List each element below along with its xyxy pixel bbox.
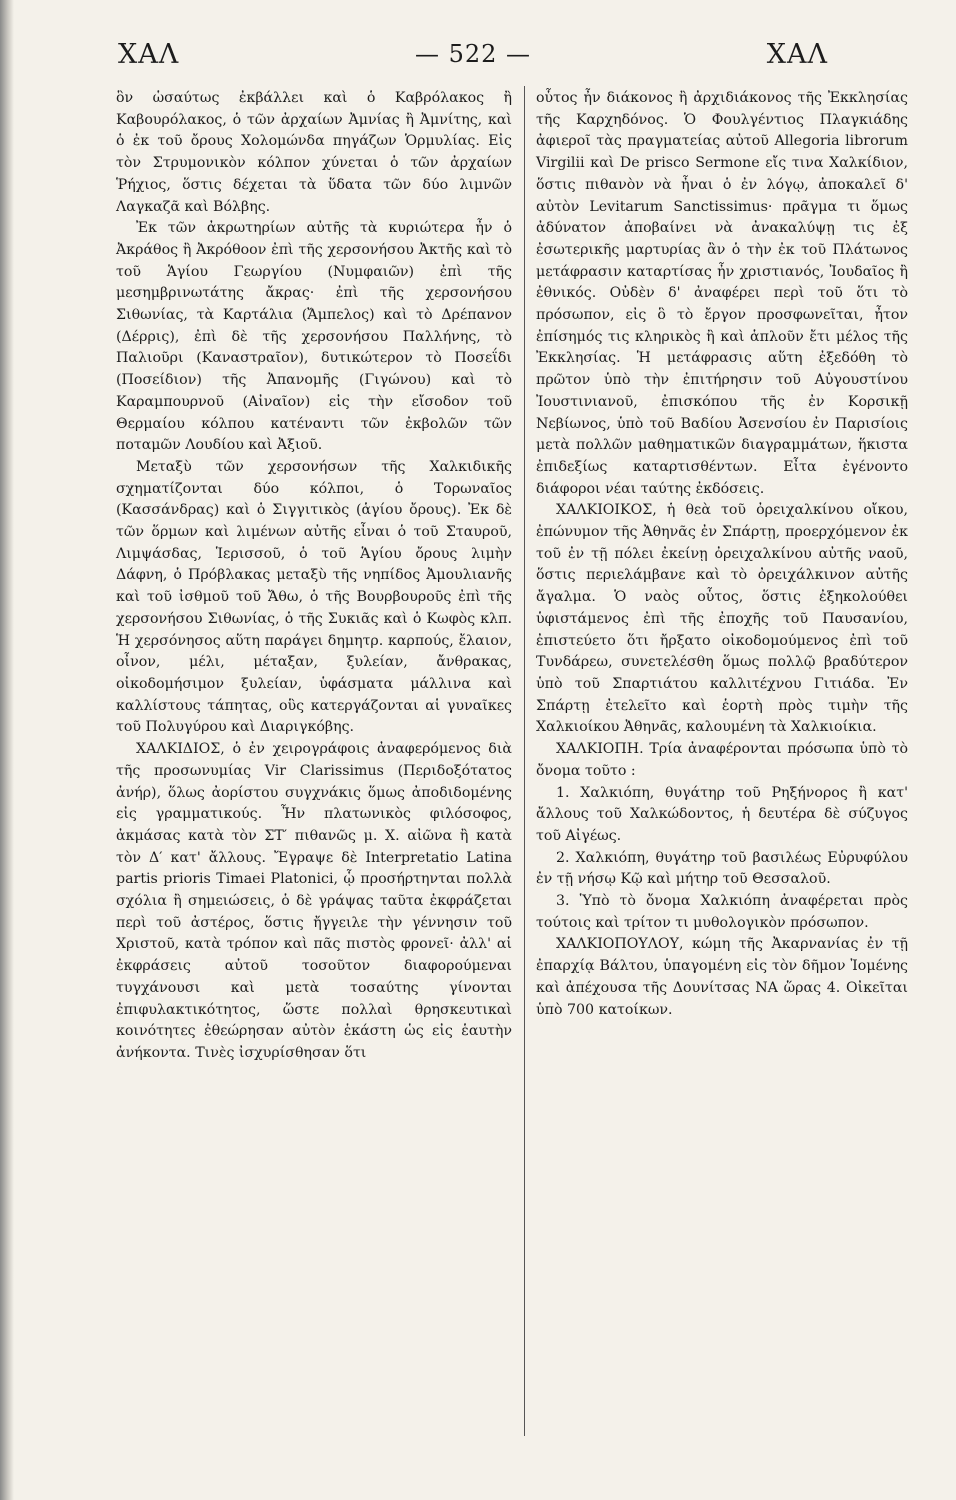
left-column — [116, 88, 512, 1065]
entry-chalkidios: ΧΑΛΚΙΔΙΟΣ, ὁ ἐν χειρογράφοις ἀναφερόμενος διὰ τῆς προσωνυμίας Vir Clarissimus (Περιδοξότατος ἀνήρ), ὅλως ἀορίστου συγχνάκις ὅμως ἀποδιδομένης εἰς γραμματικούς. Ἦν πλατωνικὸς φιλόσοφος, ἀκμάσας κατὰ τὸν ΣΤ′ πιθανῶς μ. Χ. αἰῶνα ἢ κατὰ τὸν Δ′ κατ' ἄλλους. Ἔγραψε δὲ Interpretatio Latina partis prioris Timaei Platonici, ᾧ προσήρτηνται πολλὰ σχόλια ἢ σημειώσεις, ὁ δὲ γράψας ταῦτα ἐκφράζεται περὶ τοῦ ἀστέρος, ὅστις ἤγγειλε τὴν γέννησιν τοῦ Χριστοῦ, κατὰ τρόπον καὶ πᾶς πιστὸς φρονεῖ· ἀλλ' αἱ ἐκφράσεις αὐτοῦ τοσοῦτον διαφορούμεναι τυγχάνουσι καὶ μετὰ τοσαύτης γίνονται ἐπιφυλακτικότητος, ὥστε πολλαὶ θρησκευτικαὶ κοινότητες ἐθεώρησαν αὐτὸν ἑκάστη ὡς εἰς ἑαυτὴν ἀνήκοντα. Τινὲς ἰσχυρίσθησαν ὅτι — [116, 741, 512, 1061]
entry-chalkioikos: ΧΑΛΚΙΟΙΚΟΣ, ἡ θεὰ τοῦ ὀρειχαλκίνου οἴκου, ἐπώνυμον τῆς Ἀθηνᾶς ἐν Σπάρτῃ, προερχόμενον ἐκ τοῦ ἐν τῇ πόλει ἐκείνῃ ὀρειχαλκίνου αὐτῆς ναοῦ, ὅστις περιελάμβανε καὶ τὸ ὀρειχάλκινον αὐτῆς ἄγαλμα. Ὁ ναὸς οὗτος, ὅστις ἐξηκολούθει ὑφιστάμενος ἐπὶ τῆς ἐποχῆς τοῦ Παυσανίου, ἐπιστεύετο ὅτι ἤρξατο οἰκοδομούμενος ἐπὶ τοῦ Τυνδάρεω, συνετελέσθη ὅμως πολλῷ βραδύτερον ὑπὸ τοῦ Σπαρτιάτου καλλιτέχνου Γιτιάδα. Ἐν Σπάρτῃ ἐτελεῖτο καὶ ἑορτὴ πρὸς τιμὴν τῆς Χαλκιοίκου Ἀθηνᾶς, καλουμένη τὰ Χαλκιοίκια. — [536, 502, 908, 736]
list-item: 3. Ὑπὸ τὸ ὄνομα Χαλκιόπη ἀναφέρεται πρὸς τούτοις καὶ τρίτον τι μυθολογικὸν πρόσωπον. — [536, 893, 908, 931]
paragraph: Μεταξὺ τῶν χερσονήσων τῆς Χαλκιδικῆς σχηματίζονται δύο κόλποι, ὁ Τορωναῖος (Κασσάνδρας) καὶ ὁ Σιγγιτικὸς (ἁγίου ὄρους). Ἐκ δὲ τῶν ὅρμων καὶ λιμένων αὐτῆς εἶναι ὁ τοῦ Σταυροῦ, Λιμψάσδας, Ἱερισσοῦ, ὁ τοῦ Ἁγίου ὄρους λιμὴν Δάφνη, ὁ Πρόβλακας μεταξὺ τῆς νηπίδος Ἀμουλιανῆς καὶ τοῦ ἰσθμοῦ τοῦ Ἄθω, ὁ τῆς Βουρβουροῦς ἐπὶ τῆς χερσονήσου Σιθωνίας, ὁ τῆς Συκιᾶς καὶ ὁ Κωφὸς κλπ. Ἡ χερσόνησος αὕτη παράγει δημητρ. καρπούς, ἔλαιον, οἶνον, μέλι, μέταξαν, ξυλείαν, ἄνθρακας, οἰκοδομήσιμον ξυλείαν, ὑφάσματα μάλλινα καὶ καλλίστους τάπητας, οὓς κατεργάζονται αἱ γυναῖκες τοῦ Πολυγύρου καὶ Διαριγκόβης. — [116, 458, 512, 736]
paragraph: Ἐκ τῶν ἀκρωτηρίων αὐτῆς τὰ κυριώτερα ἦν ὁ Ἀκράθος ἢ Ἀκρόθοον ἐπὶ τῆς χερσονήσου Ἀκτῆς καὶ τὸ τοῦ Ἁγίου Γεωργίου (Νυμφαιῶν) ἐπὶ τῆς μεσημβρινωτάτης ἄκρας· ἐπὶ τῆς χερσονήσου Σιθωνίας, τὰ Καρτάλια (Ἄμπελος) καὶ τὸ Δρέπανον (Δέρρις), ἐπὶ δὲ τῆς χερσονήσου Παλλήνης, τὸ Παλιοῦρι (Καναστραῖον), δυτικώτερον τὸ Ποσεΐδι (Ποσείδιον) τῆς Ἀπανομῆς (Γιγώνου) καὶ τὸ Καραμπουρνοῦ (Αἰναῖον) εἰς τὴν εἴσοδον τοῦ Θερμαίου κόλπου κατέναντι τῶν ἐκβολῶν τῶν ποταμῶν Λουδίου καὶ Ἀξιοῦ. — [116, 220, 512, 454]
header-right-word: ΧΑΛ — [766, 38, 828, 70]
column-divider — [524, 86, 525, 1436]
binding-gutter — [0, 0, 14, 1500]
list-item: 1. Χαλκιόπη, θυγάτηρ τοῦ Ρηξήνορος ἢ κατ' ἄλλους τοῦ Χαλκώδοντος, ἡ δευτέρα δὲ σύζυγος τοῦ Αἰγέως. — [536, 784, 908, 844]
paragraph: οὗτος ἦν διάκονος ἢ ἀρχιδιάκονος τῆς Ἐκκλησίας τῆς Καρχηδόνος. Ὁ Φουλγέντιος Πλαγκιάδης ἀφιεροῖ τὰς πραγματείας αὐτοῦ Allegoria librorum Virgilii καὶ De prisco Sermone εἴς τινα Χαλκίδιον, ὅστις πιθανὸν νὰ ἦναι ὁ ἐν λόγῳ, ἀποκαλεῖ δ' αὐτὸν Levitarum Sanctissimus· πρᾶγμα τι ὅμως ἀδύνατον ἀποβαίνει νὰ ἀνακαλύψῃ τις ἐξ ἐσωτερικῆς μαρτυρίας ἂν ὁ τὴν ἐκ τοῦ Πλάτωνος μετάφρασιν καταρτίσας ἦν χριστιανός, Ἰουδαῖος ἢ ἐθνικός. Οὐδὲν δ' ἀναφέρει περὶ τοῦ ὅτι τὸ πρόσωπον, εἰς ὃ τὸ ἔργον προσφωνεῖται, ἦτον ἐπίσημός τις κληρικὸς ἢ καὶ ἁπλοῦν ἔτι μέλος τῆς Ἐκκλησίας. Ἡ μετάφρασις αὕτη ἐξεδόθη τὸ πρῶτον ὑπὸ τὴν ἐπιτήρησιν τοῦ Αὐγουστίνου Ἰουστινιανοῦ, ἐπισκόπου τῆς ἐν Κορσικῇ Νεβίωνος, ὑπὸ τοῦ Βαδίου Ἀσενσίου ἐν Παρισίοις μετὰ πολλῶν μαθηματικῶν διαγραμμάτων, ἥκιστα ἐπιδεξίως καταρτισθέντων. Εἶτα ἐγένοντο διάφοροι νέαι ταύτης ἐκδόσεις. — [536, 90, 908, 497]
entry-chalkiope: ΧΑΛΚΙΟΠΗ. Τρία ἀναφέρονται πρόσωπα ὑπὸ τὸ ὄνομα τοῦτο : — [536, 741, 908, 779]
entry-chalkiopoulou: ΧΑΛΚΙΟΠΟΥΛΟΥ, κώμη τῆς Ἀκαρνανίας ἐν τῇ ἐπαρχίᾳ Βάλτου, ὑπαγομένη εἰς τὸν δῆμον Ἰομένης καὶ ἀπέχουσα τῆς Δουνίτσας ΝΑ ὥρας 4. Οἰκεῖται ὑπὸ 700 κατοίκων. — [536, 936, 908, 1018]
header-left-word: ΧΑΛ — [118, 38, 180, 70]
right-column — [536, 88, 908, 1021]
running-header — [118, 34, 828, 74]
paragraph: ὃν ὡσαύτως ἐκβάλλει καὶ ὁ Καβρόλακος ἢ Καβουρόλακος, ὁ τῶν ἀρχαίων Ἀμνίας ἢ Ἀμνίτης, καὶ ὁ ἐκ τοῦ ὄρους Χολομώνδα πηγάζων Ὁρμυλίας. Εἰς τὸν Στρυμονικὸν κόλπον χύνεται ὁ τῶν ἀρχαίων Ῥήχιος, ὅστις δέχεται τὰ ὕδατα τῶν δύο λιμνῶν Λαγκαζᾶ καὶ Βόλβης. — [116, 90, 512, 215]
list-item: 2. Χαλκιόπη, θυγάτηρ τοῦ βασιλέως Εὐρυφύλου ἐν τῇ νήσῳ Κῷ καὶ μήτηρ τοῦ Θεσσαλοῦ. — [536, 849, 908, 888]
page-number: — 522 — — [414, 40, 532, 68]
